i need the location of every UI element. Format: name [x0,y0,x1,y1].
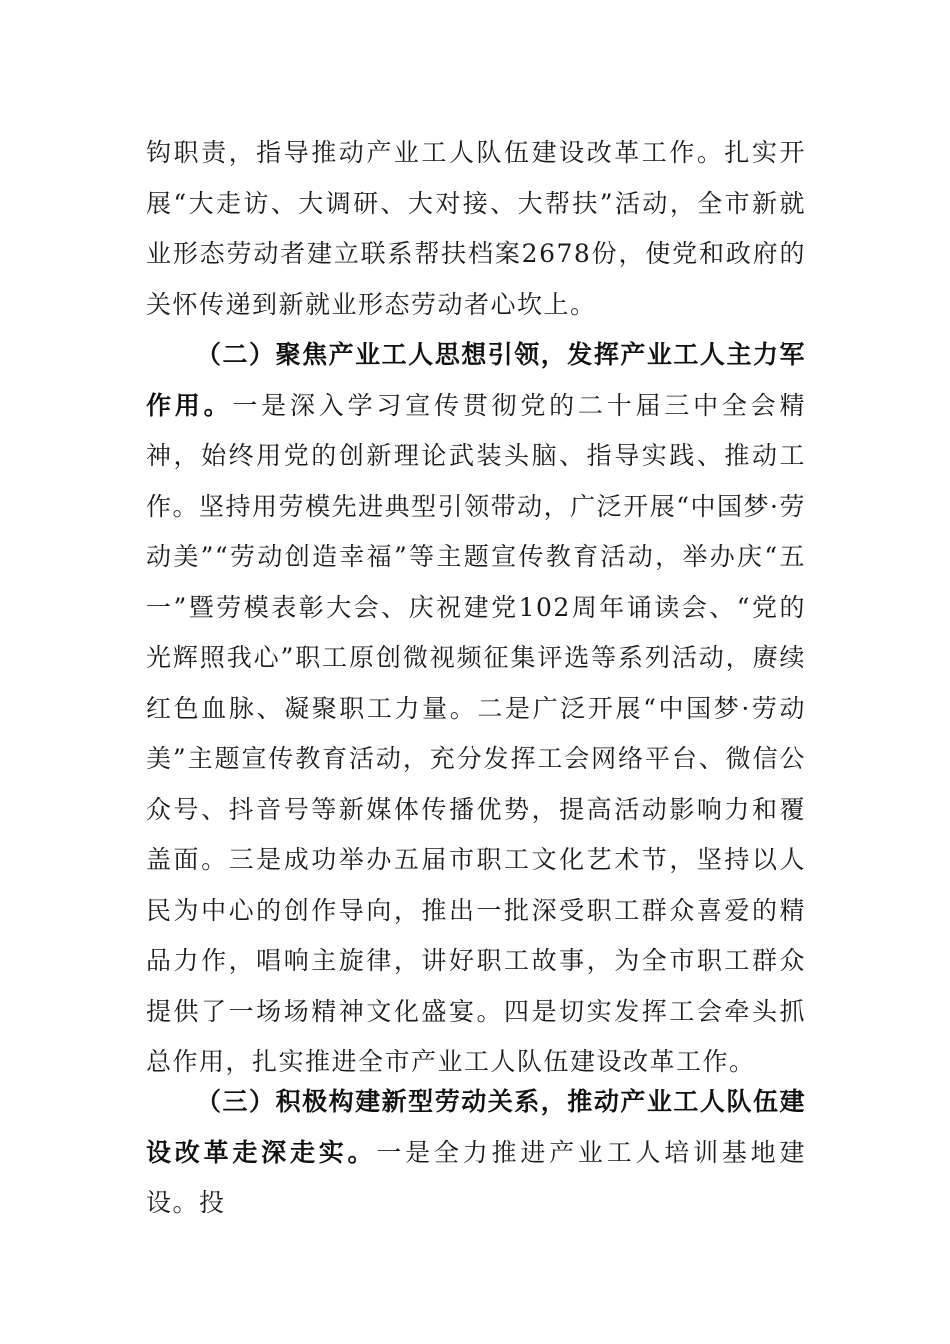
paragraph-2 [146,330,806,1088]
paragraph-3 [146,1077,806,1229]
paragraph-1 [146,128,806,330]
section-heading-3: （三）积极构建新型劳动关系，推动产业工人队伍建设改革走深走实。 [146,1087,806,1167]
paragraph-1-text: 钩职责，指导推动产业工人队伍建设改革工作。扎实开展“大走访、大调研、大对接、大帮扶”活动，全市新就业形态劳动者建立联系帮扶档案2678份，使党和政府的关怀传递到新就业形态劳动者心坎上。 [146,138,806,319]
paragraph-3-text: 一是全力推进产业工人培训基地建设。投 [146,1137,806,1217]
paragraph-2-text: 一是深入学习宣传贯彻党的二十届三中全会精神，始终用党的创新理论武装头脑、指导实践、推动工作。坚持用劳模先进典型引领带动，广泛开展“中国梦·劳动美”“劳动创造幸福”等主题宣传教育活动，举办庆“五一”暨劳模表彰大会、庆祝建党102周年诵读会、“党的光辉照我心”职工原创微视频征集评选等系列活动，赓续红色血脉、凝聚职工力量。二是广泛开展“中国梦·劳动美”主题宣传教育活动，充分发挥工会网络平台、微信公众号、抖音号等新媒体传播优势，提高活动影响力和覆盖面。三是成功举办五届市职工文化艺术节，坚持以人民为中心的创作导向，推出一批深受职工群众喜爱的精品力作，唱响主旋律，讲好职工故事，为全市职工群众提供了一场场精神文化盛宴。四是切实发挥工会牵头抓总作用，扎实推进全市产业工人队伍建设改革工作。 [146,390,806,1076]
section-heading-2: （二）聚焦产业工人思想引领，发挥产业工人主力军作用。 [146,340,806,420]
